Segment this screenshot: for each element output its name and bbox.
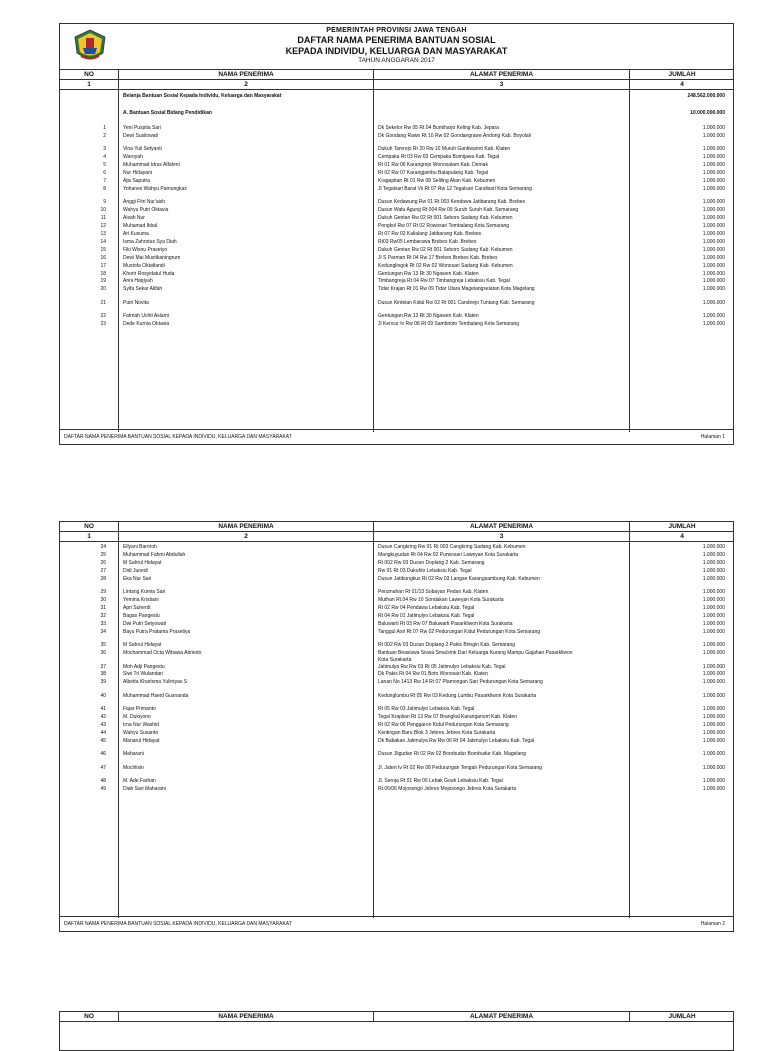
row-number: 14 [100, 238, 106, 245]
recipient-address: Dusun Watu Agung Rt 004 Rw 09 Suruh Suruh Kab. Semarang [378, 207, 519, 214]
row-amount: 1.000.000 [702, 132, 725, 139]
row-number: 29 [100, 589, 106, 596]
col-nama: NAMA PENERIMA [218, 523, 274, 530]
row-number: 16 [100, 254, 106, 261]
row-amount: 1.000.000 [702, 706, 725, 713]
col-alamat: ALAMAT PENERIMA [469, 1013, 534, 1020]
recipient-name: Dewi Susilowati [123, 132, 159, 139]
recipient-name: Syifa Sekar Alifah [123, 286, 163, 293]
recipient-address: Jatimulya Rw Rw 03 Rt 05 Jatimulyo Lebaksiu Kab. Tegal [378, 663, 506, 670]
recipient-name: M. Ade Farhan [123, 778, 156, 785]
recipient-name: Dede Kurnia Oktavia [123, 321, 170, 328]
recipient-name: Khorir Rosyidatul Huda [123, 270, 175, 277]
recipient-address: Lanan No 1413 Rw 14 Rt 07 Plamongan Sari Pedurungan Kota Semarang [378, 679, 543, 686]
row-number: 30 [100, 597, 106, 603]
col-number-1: 1 [87, 81, 91, 88]
page-footer [60, 429, 733, 444]
recipient-name: Anni Haqiyah [123, 278, 153, 285]
recipient-address: Dukuh Gentan Rw 02 Rt 001 Seboro Sadang Kab. Kebumen [378, 215, 513, 222]
row-number: 2 [103, 132, 106, 139]
row-amount: 1.000.000 [702, 299, 725, 306]
recipient-address: Dusun Jligudan Rt 02 Rw 02 Borobudur Borobudur Kab. Magelang [378, 751, 526, 758]
footer-text: DAFTAR NAMA PENERIMA BANTUAN SOSIAL KEPADA INDIVIDU, KELUARGA DAN MASYARAKAT [64, 434, 292, 440]
recipient-name: Eka Nur Sari [123, 575, 152, 582]
recipient-address: Tidar Krajan Rt 01 Rw 09 Tidar Utara Magelangselatan Kota Magelang [378, 286, 535, 293]
row-amount: 1.000.000 [702, 650, 725, 656]
row-amount: 1.000.000 [702, 286, 725, 293]
recipient-address: Kedunglingok Rt 02 Rw 02 Wonosari Sadang Kab. Kebumen [378, 262, 513, 269]
recipient-name: Muhammad Haeid Gusnanda [123, 692, 189, 699]
page-2 [59, 521, 734, 932]
recipient-name: M. Dukiyono [123, 714, 151, 721]
header-line-1: PEMERINTAH PROVINSI JAWA TENGAH [326, 27, 467, 34]
row-amount: 1.000.000 [702, 125, 725, 131]
col-number-3: 3 [499, 533, 504, 540]
header-year: TAHUN ANGGARAN 2017 [358, 57, 435, 64]
row-number: 13 [100, 231, 106, 237]
row-number: 24 [100, 544, 106, 550]
col-no: NO [84, 71, 94, 78]
row-amount: 1.000.000 [702, 604, 725, 611]
recipient-name: Muhamad Ikbal [123, 223, 158, 230]
row-number: 49 [100, 786, 106, 793]
section-title: Belanja Bantuan Sosial Kepada Individu, Keluarga dan Masyarakat [123, 93, 282, 99]
recipient-address: Dusun Jatibungkus Rt 02 Rw 03 Langse Karangsambung Kab. Kebumen [378, 575, 540, 582]
col-number-2: 2 [244, 533, 248, 540]
row-amount: 1.000.000 [702, 162, 725, 169]
row-number: 19 [100, 278, 106, 285]
row-amount: 1.000.000 [702, 714, 725, 721]
recipient-address: Rt03 Rw05 Lembarawa Brebes Kab. Brebes [378, 238, 477, 245]
row-amount: 1.000.000 [702, 278, 725, 285]
col-alamat: ALAMAT PENERIMA [469, 523, 534, 530]
recipient-name: Dwi Putri Setyowati [123, 620, 167, 627]
row-number: 7 [103, 178, 106, 184]
col-nama: NAMA PENERIMA [218, 71, 274, 78]
row-number: 21 [100, 299, 106, 306]
recipient-address: Rw 01 Rt 03 Dukuhlo Lebaksiu Kab. Tegal [378, 567, 472, 574]
row-number: 1 [103, 125, 106, 131]
footer-text: DAFTAR NAMA PENERIMA BANTUAN SOSIAL KEPADA INDIVIDU, KELUARGA DAN MASYARAKAT [64, 921, 292, 927]
recipient-name: Albetta Kharisma Yulintyas S [123, 679, 188, 686]
row-amount: 1.000.000 [702, 642, 725, 649]
recipient-name: Fajar Primanto [123, 706, 156, 713]
row-amount: 1.000.000 [702, 154, 725, 161]
recipient-name: Bayu Putra Pratama Prasetiya [123, 628, 191, 635]
row-amount: 1.000.000 [702, 185, 725, 192]
recipient-name: Yeni Puspita Sari [123, 125, 161, 131]
recipient-address: Dk Sekelor Rw 05 Rt 04 Bumiharjo Keling Kab. Jepara [378, 125, 499, 131]
col-alamat: ALAMAT PENERIMA [469, 71, 534, 78]
table-body [60, 90, 733, 432]
recipient-address: Rt 05 Rw 03 Jatimulyo Lebaksiu Kab. Tegal [378, 706, 475, 713]
recipient-address: Pengkol Rw 07 Rt 02 Rowosari Tembalang Kota Semarang [378, 223, 510, 230]
row-number: 38 [100, 671, 106, 678]
recipient-name: Dewi Mai Mustikaningrum [123, 254, 181, 261]
row-number: 4 [103, 154, 106, 161]
recipient-name: Wahyu Putri Oktavia [123, 207, 169, 214]
row-number: 10 [100, 207, 106, 214]
document-header [60, 24, 733, 70]
recipient-name: Maharani [123, 751, 144, 758]
column-numbers [60, 532, 733, 542]
recipient-name: Wahyu Susanto [123, 730, 159, 736]
recipient-address: Mangkuyudan Rt 04 Rw 02 Purwosari Laweyan Kota Surakarta [378, 551, 519, 558]
row-amount: 1.000.000 [702, 786, 725, 793]
recipient-address: Rt 02 Rw 07 Karangjambu Balapulang Kab. Tegal [378, 170, 488, 177]
row-amount: 1.000.000 [702, 575, 725, 582]
row-number: 45 [100, 737, 106, 744]
row-number: 47 [100, 764, 106, 771]
row-amount: 1.000.000 [702, 737, 725, 744]
subsection-total: 10.000.000.000 [690, 110, 725, 116]
recipient-address: Perumahan Rt 01/13 Sobayan Pedan Kab. Klaten [378, 589, 489, 596]
page-3 [59, 1011, 734, 1051]
recipient-address: Dusun Kedawung Rw 01 Rt 003 Kendawa Jatibarang Kab. Brebes [378, 199, 526, 206]
row-amount: 1.000.000 [702, 544, 725, 550]
recipient-address: Jl. Seroja Rt 01 Rw 06 Lebak Goah Lebaksiu Kab. Tegal [378, 778, 503, 785]
row-amount: 1.000.000 [702, 178, 725, 184]
recipient-name: Didi Junedi [123, 567, 148, 574]
recipient-address: Cempaka Rt 03 Rw 03 Cempaka Bumijawa Kab. Tegal [378, 154, 500, 161]
row-number: 25 [100, 551, 106, 558]
row-number: 44 [100, 730, 106, 736]
recipient-address: Tegal Kraplian Rt 13 Rw 07 Brangkal Karanganom Kab. Klaten [378, 714, 517, 721]
row-number: 22 [100, 313, 106, 320]
col-number-4: 4 [680, 81, 684, 88]
recipient-name: Yemina Kristiani [123, 597, 159, 603]
recipient-address: Muthan Rt.04 Rw 10 Sondakan Laweyan Kota Surakarta [378, 597, 504, 603]
row-amount: 1.000.000 [702, 778, 725, 785]
row-number: 28 [100, 575, 106, 582]
col-number-3: 3 [499, 81, 504, 88]
row-number: 6 [103, 170, 106, 177]
recipient-address: Timbangreja Rt 04 Rw 07 Timbangreja Lebaksiu Kab. Tegal [378, 278, 510, 285]
recipient-name: Mochlisin [123, 764, 144, 771]
row-amount: 1.000.000 [702, 321, 725, 328]
recipient-address: Dk Pakis Rt 04 Rw 01 Boto Wonosari Kab. Klaten [378, 671, 488, 678]
row-amount: 1.000.000 [702, 270, 725, 277]
row-number: 8 [103, 185, 106, 192]
row-number: 17 [100, 262, 106, 269]
column-headers [60, 1012, 733, 1022]
recipient-name: Fiki Wisnu Prasetyo [123, 246, 168, 253]
recipient-address: Dusun Cangkring Rw 01 Rt 003 Cangkring Sadang Kab. Kebumen [378, 544, 526, 550]
recipient-address: Dk Babakan Jatimulya Rw Rw 06 Rt 04 Jatimulyo Lebaksiu Kab. Tegal [378, 737, 535, 744]
column-headers [60, 70, 733, 80]
row-number: 5 [103, 162, 106, 169]
row-number: 40 [100, 692, 106, 699]
row-number: 20 [100, 286, 106, 293]
row-amount: 1.000.000 [702, 730, 725, 736]
recipient-name: Aisah Nur [123, 215, 145, 222]
row-number: 9 [103, 199, 106, 206]
recipient-address: Dukuh Gentan Rw 02 Rt 001 Seboro Sadang Kab. Kebumen [378, 246, 513, 253]
recipient-name: Anggi Fitri Nur'aish [123, 199, 166, 206]
row-amount: 1.000.000 [702, 207, 725, 214]
col-number-4: 4 [680, 533, 684, 540]
header-subtitle: KEPADA INDIVIDU, KELUARGA DAN MASYARAKAT [285, 46, 508, 56]
row-amount: 1.000.000 [702, 231, 725, 237]
row-number: 42 [100, 714, 106, 721]
row-amount: 1.000.000 [702, 679, 725, 686]
col-number-2: 2 [244, 81, 248, 88]
header-title: DAFTAR NAMA PENERIMA BANTUAN SOSIAL [297, 35, 496, 45]
recipient-address: Dukuh Tamrejo Rt 20 Rw 10 Muruh Gantiwarno Kab. Klaten [378, 146, 511, 153]
row-amount: 1.000.000 [702, 628, 725, 635]
row-amount: 1.000.000 [702, 223, 725, 230]
row-number: 33 [100, 620, 106, 627]
recipient-name: Ajis Saputra [123, 178, 150, 184]
row-amount: 1.000.000 [702, 567, 725, 574]
recipient-name: Mustofa Oktafiandi [123, 262, 165, 269]
page-number: Halaman 1 [700, 434, 725, 440]
row-number: 36 [100, 650, 106, 656]
recipient-address: Jl Kencur Iv Rw 08 Rt 09 Sambiroto Tembalang Kota Semarang [378, 321, 520, 328]
recipient-address: Gentungan Rw 13 Rt 30 Ngawen Kab. Klaten [378, 270, 479, 277]
row-amount: 1.000.000 [702, 722, 725, 729]
col-number-1: 1 [87, 533, 91, 540]
row-number: 26 [100, 559, 106, 566]
row-amount: 1.000.000 [702, 751, 725, 758]
recipient-name: Waroyah [123, 154, 143, 161]
recipient-name: Yohanes Wahyu Pamungkas [123, 185, 187, 192]
col-no: NO [84, 523, 94, 530]
recipient-address: Kragapitan Rt 01 Rw 08 Seliling Alian Kab. Kebumen [378, 178, 496, 184]
page-1 [59, 23, 734, 445]
recipient-address: Tanggul Asri Rt 07 Rw 02 Pedurungan Kidul Pedurungan Kota Semarang [378, 628, 541, 635]
row-amount: 1.000.000 [702, 238, 725, 245]
row-number: 34 [100, 628, 106, 635]
recipient-name: Ellyani Baroroh [123, 544, 157, 550]
recipient-name: Lintang Kumia Sari [123, 589, 166, 596]
row-number: 39 [100, 679, 106, 686]
row-amount: 1.000.000 [702, 170, 725, 177]
recipient-name: Ari Kusuma [123, 231, 149, 237]
row-number: 48 [100, 778, 106, 785]
recipient-name: Vina Yuli Setyanti [123, 146, 162, 153]
recipient-name: Muhammad Idrus Alfahmi [123, 162, 180, 169]
recipient-name: Isma Zahrotus Sya Diah [123, 238, 177, 245]
recipient-address: Jl S Parman Rt 04 Rw 17 Brebes Brebes Kab. Brebes [378, 254, 498, 261]
recipient-name: Irna Nur Washid [123, 722, 159, 729]
row-amount: 1.000.000 [702, 620, 725, 627]
recipient-address: Jl. Jateri Iv Rt 02 Rw 08 Pedurungan Tengah Pedurungan Kota Semarang [378, 764, 542, 771]
row-number: 32 [100, 612, 106, 619]
row-amount: 1.000.000 [702, 612, 725, 619]
recipient-name: Bagas Pangestu [123, 612, 160, 619]
recipient-address: Bantuan Beasiswa Siswa Sma/smk Dari Keluarga Kurang Mampu Gajahan Pasarkliwon Kota Surakarta [378, 650, 573, 663]
row-number: 41 [100, 706, 106, 713]
subsection-title: A. Bantuan Sosial Bidang Pendidikan [123, 110, 212, 116]
recipient-name: Apri Suherdi [123, 604, 151, 611]
recipient-address: Jl Tegalsari Barat Vii Rt 07 Rw 12 Tegalsari Candisari Kota Semarang [378, 185, 532, 192]
row-number: 23 [100, 321, 106, 328]
row-number: 46 [100, 751, 106, 758]
row-number: 18 [100, 270, 106, 277]
row-amount: 1.000.000 [702, 597, 725, 603]
recipient-address: Rt 01 Rw 06 Karangrejo Wonosalam Kab. Demak [378, 162, 488, 169]
row-number: 31 [100, 604, 106, 611]
recipient-address: Rt.06/06 Mojosongo Jebres Mojosongo Jebres Kota Surakarta [378, 786, 517, 793]
recipient-name: M Sahrul Hidayat [123, 642, 162, 649]
recipient-address: Baluwarti Rt 03 Rw 07 Baluwarti Pasarkliwon Kota Surakarta [378, 620, 513, 627]
row-amount: 1.000.000 [702, 559, 725, 566]
section-total: 248.562.000.000 [687, 93, 725, 99]
row-amount: 1.000.000 [702, 551, 725, 558]
col-nama: NAMA PENERIMA [218, 1013, 274, 1020]
row-amount: 1.000.000 [702, 262, 725, 269]
recipient-address: Rt 002 Rw 03 Dusun Doplang 2 Pakis Bringin Kab. Semarang [378, 642, 516, 649]
row-number: 3 [103, 146, 106, 153]
column-headers [60, 522, 733, 532]
recipient-name: Nur Hidayani [123, 170, 152, 177]
recipient-name: Moh Adji Pangestu [123, 663, 165, 670]
row-amount: 1.000.000 [702, 246, 725, 253]
row-amount: 1.000.000 [702, 589, 725, 596]
recipient-address: Rt 02 Rw 06 Penggaron Kidul Pedurungan Kota Semarang [378, 722, 509, 729]
recipient-address: Gentungan Rw 13 Rt 30 Ngawen Kab. Klaten [378, 313, 479, 320]
row-amount: 1.000.000 [702, 254, 725, 261]
recipient-name: Manarul Hidayat [123, 737, 160, 744]
recipient-name: Mochammad Octa Wibawa Abriedo [123, 650, 202, 656]
recipient-name: Muhammad Fahmi Abdullah [123, 551, 186, 558]
recipient-name: M Sahrul Hidayat [123, 559, 162, 566]
page-number: Halaman 2 [700, 921, 725, 927]
row-number: 11 [100, 215, 106, 222]
col-jumlah: JUMLAH [668, 71, 696, 78]
row-amount: 1.000.000 [702, 692, 725, 699]
col-jumlah: JUMLAH [668, 1013, 696, 1020]
col-no: NO [84, 1013, 94, 1020]
row-number: 37 [100, 663, 106, 670]
recipient-address: Rt 02 Rw 04 Pendawa Lebaksiu Kab. Tegal [378, 604, 475, 611]
recipient-address: Dusun Kintelan Kidul Rw 02 Rt 001 Candirejo Tuntang Kab. Semarang [378, 299, 535, 306]
recipient-address: Rt 002 Rw 03 Dusun Doplang 2 Kab. Semarang [378, 559, 485, 566]
recipient-address: Rt 04 Rw 01 Jatimulyo Lebaksiu Kab. Tegal [378, 612, 475, 619]
row-amount: 1.000.000 [702, 313, 725, 320]
recipient-address: Kentingan Baru Blok 3 Jebres Jebres Kota Surakarta [378, 730, 496, 736]
col-jumlah: JUMLAH [668, 523, 696, 530]
row-number: 27 [100, 567, 106, 574]
page-footer [60, 916, 733, 931]
row-number: 12 [100, 223, 106, 230]
recipient-name: Fatmah Uchti Aslami [123, 313, 169, 320]
row-amount: 1.000.000 [702, 199, 725, 206]
row-amount: 1.000.000 [702, 215, 725, 222]
column-numbers [60, 80, 733, 90]
recipient-name: Siwi Tri Wulandari [123, 671, 163, 678]
row-amount: 1.000.000 [702, 146, 725, 153]
row-number: 15 [100, 246, 106, 253]
recipient-address: Rt 07 Rw 02 Kalialang Jatibarang Kab. Brebes [378, 231, 482, 237]
row-number: 35 [100, 642, 106, 649]
recipient-name: Diah Sari Maharani [123, 786, 166, 793]
recipient-name: Putri Novita [123, 299, 149, 306]
row-amount: 1.000.000 [702, 663, 725, 670]
row-amount: 1.000.000 [702, 764, 725, 771]
row-amount: 1.000.000 [702, 671, 725, 678]
recipient-address: Dk Gondang Rawn Rt 10 Rw 02 Gondangrawe Andong Kab. Boyolali [378, 132, 531, 139]
row-number: 43 [100, 722, 106, 729]
recipient-address: Kedunglumbu Rt 05 Rw 03 Kedung Lumbu Pasarkliwon Kota Surakarta [378, 692, 537, 699]
table-body [60, 542, 733, 918]
